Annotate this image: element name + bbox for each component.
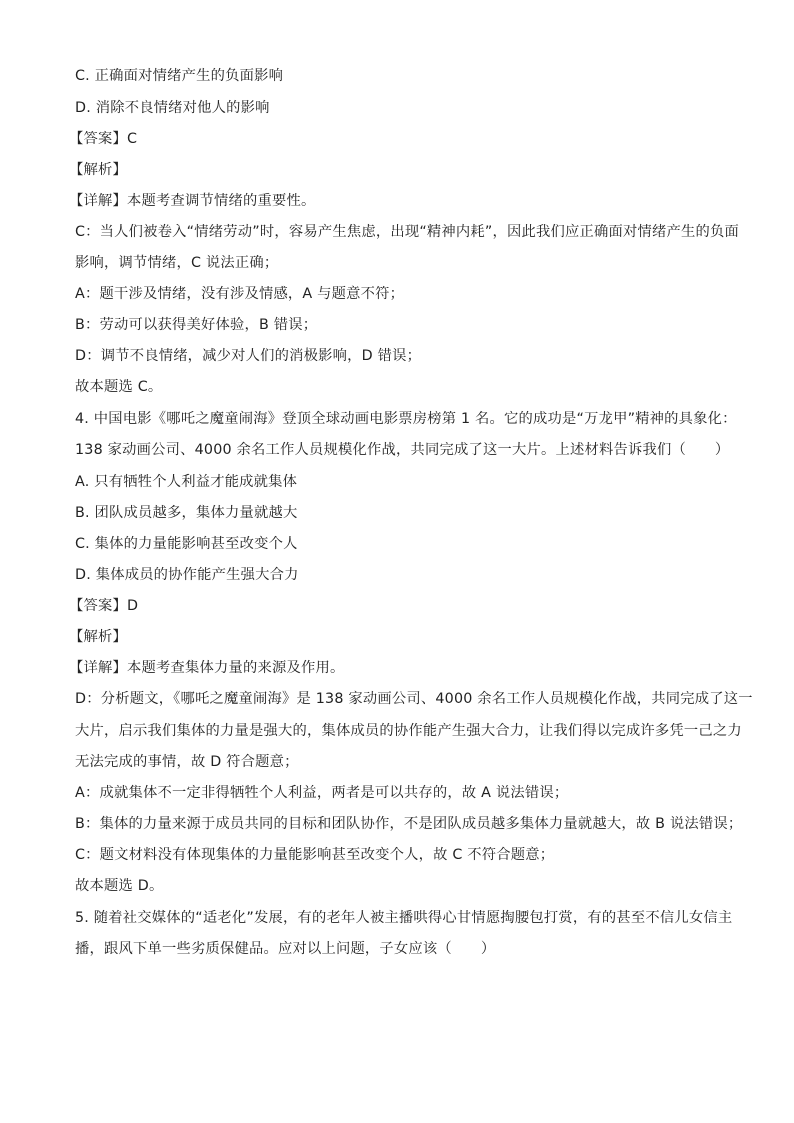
detail-text-q3: D：调节不良情绪，减少对人们的消极影响，D 错误；	[75, 348, 422, 364]
question-4-stem: 4. 中国电影《哪吒之魔童闹海》登顶全球动画电影票房榜第 1 名。它的成功是“万龙甲”精神的具象化：	[75, 411, 737, 427]
detail-text-q4: A：成就集体不一定非得牺牲个人利益，两者是可以共存的，故 A 说法错误；	[75, 785, 569, 801]
question-5-stem: 5. 随着社交媒体的“适老化”发展，有的老年人被主播哄得心甘情愿掏腰包打赏，有的甚至不信儿女信主	[75, 910, 733, 926]
detail-text-q3: C：当人们被卷入“情绪劳动”时，容易产生焦虑，出现“精神内耗”，因此我们应正确面对情绪产生的负面	[75, 224, 739, 240]
detail-text-q3: B：劳动可以获得美好体验，B 错误；	[75, 317, 318, 333]
question-5-stem: 播，跟风下单一些劣质保健品。应对以上问题，子女应该（ ）	[75, 941, 496, 957]
analysis-label-q3: 【解析】	[69, 162, 127, 178]
detail-text-q4: C：题文材料没有体现集体的力量能影响甚至改变个人，故 C 不符合题意；	[75, 847, 555, 863]
option-b-q4: B. 团队成员越多，集体力量就越大	[75, 505, 298, 521]
option-a-q4: A. 只有牺牲个人利益才能成就集体	[75, 474, 298, 490]
option-d-q4: D. 集体成员的协作能产生强大合力	[75, 567, 299, 583]
detail-text-q3: A：题干涉及情绪，没有涉及情感，A 与题意不符；	[75, 286, 405, 302]
option-c-q4: C. 集体的力量能影响甚至改变个人	[75, 536, 298, 552]
conclusion-q4: 故本题选 D。	[75, 878, 164, 894]
answer-label-q3: 【答案】C	[69, 131, 138, 147]
detail-text-q4: 大片，启示我们集体的力量是强大的，集体成员的协作能产生强大合力，让我们得以完成许多凭一己之力	[75, 723, 742, 739]
detail-text-q4: 无法完成的事情，故 D 符合题意；	[75, 754, 299, 770]
conclusion-q3: 故本题选 C。	[75, 379, 163, 395]
detail-intro-q4: 【详解】本题考查集体力量的来源及作用。	[69, 660, 345, 676]
question-4-stem: 138 家动画公司、4000 余名工作人员规模化作战，共同完成了这一大片。上述材料告诉我们（ ）	[75, 442, 730, 458]
analysis-label-q4: 【解析】	[69, 629, 127, 645]
answer-label-q4: 【答案】D	[69, 598, 139, 614]
detail-text-q4: B：集体的力量来源于成员共同的目标和团队协作，不是团队成员越多集体力量就越大，故 B 说法错误；	[75, 816, 743, 832]
detail-intro-q3: 【详解】本题考查调节情绪的重要性。	[69, 193, 316, 209]
option-d-q3: D. 消除不良情绪对他人的影响	[75, 100, 270, 116]
detail-text-q4: D：分析题文，《哪吒之魔童闹海》是 138 家动画公司、4000 余名工作人员规模化作战，共同完成了这一	[75, 691, 753, 707]
detail-text-q3: 影响，调节情绪，C 说法正确；	[75, 255, 279, 271]
option-c-q3: C. 正确面对情绪产生的负面影响	[75, 68, 284, 84]
